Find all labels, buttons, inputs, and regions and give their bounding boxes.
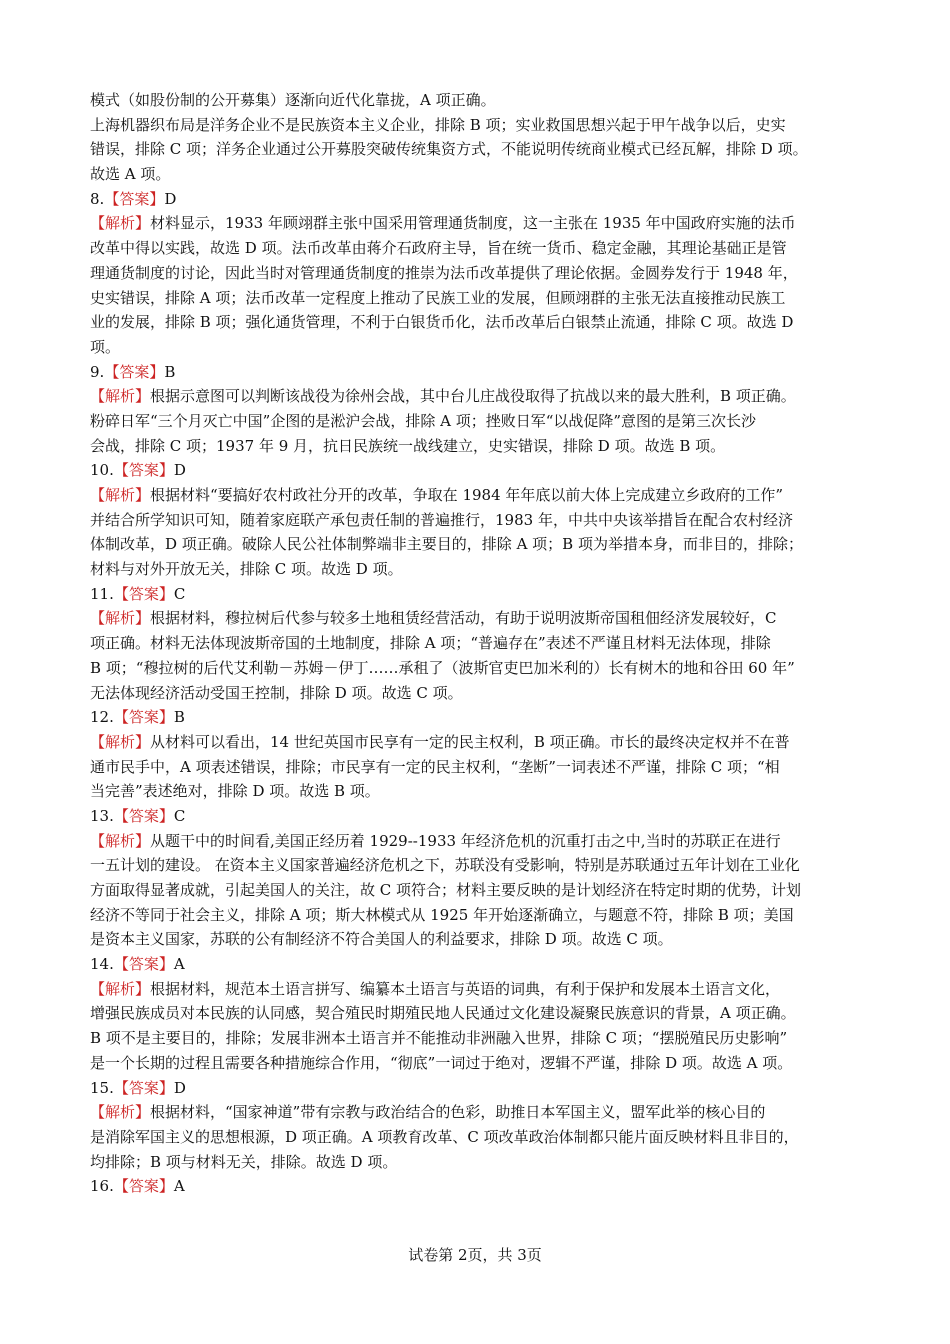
question-item: [90, 458, 865, 581]
answer-line: [90, 582, 865, 607]
question-list: [90, 187, 865, 1199]
analysis-line: [90, 1150, 865, 1175]
question-number: 14.: [90, 955, 114, 974]
answer-line: [90, 804, 865, 829]
analysis-label: 【解析】: [90, 214, 151, 233]
analysis-line: [90, 853, 865, 878]
answer-value: B: [173, 708, 185, 727]
analysis-label: 【解析】: [90, 609, 151, 628]
question-item: [90, 952, 865, 1075]
analysis-line: [90, 829, 865, 854]
analysis-text: 根据示意图可以判断该战役为徐州会战，其中台儿庄战役取得了抗战以来的最大胜利，B 项正确。: [150, 387, 796, 406]
analysis-label: 【解析】: [90, 486, 151, 504]
analysis-label: 【解析】: [90, 387, 151, 406]
analysis-text: 增强民族成员对本民族的认同感，契合殖民时期殖民地人民通过文化建设凝聚民族意识的背景，A 项正确。: [90, 1004, 796, 1023]
analysis-label: 【解析】: [90, 1103, 151, 1122]
analysis-line: [90, 236, 865, 261]
analysis-text: 根据材料，规范本土语言拼写、编纂本土语言与英语的词典，有利于保护和发展本土语言文化，: [150, 979, 781, 998]
answer-value: C: [173, 806, 186, 825]
analysis-line: [90, 1051, 865, 1076]
question-number: 13.: [90, 806, 114, 825]
analysis-line: [90, 1100, 865, 1125]
analysis-text: 从题干中的时间看,美国正经历着 1929--1933 年经济危机的沉重打击之中,当时的苏联正在进行: [150, 831, 781, 850]
analysis-line: [90, 779, 865, 804]
analysis-label: 【解析】: [90, 979, 151, 998]
analysis-line: [90, 631, 865, 656]
question-number: 8.: [90, 189, 105, 208]
answer-line: [90, 1174, 865, 1199]
analysis-text: B 项；“穆拉树的后代艾利勒－苏姆－伊丁……承租了（波斯官吏巴加米利的）长有树木的地和谷田 60 年”: [90, 658, 795, 677]
analysis-line: [90, 286, 865, 311]
analysis-text: 并结合所学知识可知，随着家庭联产承包责任制的普遍推行，1983 年，中共中央该举措旨在配合农村经济: [90, 510, 793, 529]
answer-label: 【答案】: [113, 806, 174, 825]
question-number: 10.: [90, 461, 114, 480]
analysis-label: 【解析】: [90, 831, 151, 850]
analysis-line: [90, 1001, 865, 1026]
analysis-text: 当完善”表述绝对，排除 D 项。故选 B 项。: [90, 782, 380, 801]
analysis-text: 粉碎日军“三个月灭亡中国”企图的是淞沪会战，排除 A 项；挫败日军“以战促降”意图的是第三次长沙: [90, 411, 757, 430]
analysis-text: 根据材料“要搞好农村政社分开的改革，争取在 1984 年年底以前大体上完成建立乡政府的工作”: [150, 486, 784, 504]
answer-label: 【答案】: [113, 1078, 174, 1097]
answer-label: 【答案】: [104, 362, 165, 381]
analysis-line: [90, 310, 865, 335]
answer-line: [90, 458, 865, 483]
text-line: 上海机器织布局是洋务企业不是民族资本主义企业，排除 B 项；实业救国思想兴起于甲午战争以后，史实: [90, 115, 786, 134]
analysis-line: [90, 409, 865, 434]
analysis-line: [90, 730, 865, 755]
analysis-text: 方面取得显著成就，引起美国人的关注，故 C 项符合；材料主要反映的是计划经济在特定时期的优势，计划: [90, 881, 802, 899]
question-item: [90, 360, 865, 459]
analysis-text: 理通货制度的讨论，因此当时对管理通货制度的推崇为法币改革提供了理论依据。金圆券发行于 1948 年，: [90, 263, 798, 282]
analysis-line: [90, 557, 865, 582]
answer-value: B: [164, 362, 176, 381]
question-number: 11.: [90, 584, 114, 603]
analysis-line: [90, 261, 865, 286]
analysis-text: 项。: [90, 337, 121, 356]
analysis-text: 材料与对外开放无关，排除 C 项。故选 D 项。: [90, 560, 403, 579]
analysis-line: [90, 656, 865, 681]
analysis-text: 改革中得以实践，故选 D 项。法币改革由蒋介石政府主导，旨在统一货币、稳定金融，其理论基础正是管: [90, 239, 787, 258]
question-item: [90, 1174, 865, 1199]
answer-value: A: [173, 1177, 185, 1196]
document-body: [90, 88, 865, 1199]
analysis-text: 材料显示，1933 年顾翊群主张中国采用管理通货制度，这一主张在 1935 年中国政府实施的法币: [150, 214, 796, 233]
analysis-line: [90, 606, 865, 631]
answer-label: 【答案】: [113, 461, 174, 480]
question-number: 15.: [90, 1078, 114, 1097]
answer-label: 【答案】: [113, 584, 174, 603]
question-item: [90, 705, 865, 804]
analysis-text: 会战，排除 C 项；1937 年 9 月，抗日民族统一战线建立，史实错误，排除 D 项。故选 B 项。: [90, 436, 726, 455]
text-line: 错误，排除 C 项；洋务企业通过公开募股突破传统集资方式，不能说明传统商业模式已经瓦解，排除 D 项。: [90, 140, 808, 159]
answer-label: 【答案】: [113, 1177, 174, 1196]
analysis-line: [90, 755, 865, 780]
analysis-text: 史实错误，排除 A 项；法币改革一定程度上推动了民族工业的发展，但顾翊群的主张无法直接推动民族工: [90, 288, 786, 307]
analysis-line: [90, 927, 865, 952]
answer-line: [90, 187, 865, 212]
analysis-line: [90, 878, 865, 903]
question-item: [90, 804, 865, 952]
answer-line: [90, 1076, 865, 1101]
analysis-text: 无法体现经济活动受国王控制，排除 D 项。故选 C 项。: [90, 683, 463, 702]
answer-value: D: [173, 461, 186, 480]
analysis-text: 是资本主义国家，苏联的公有制经济不符合美国人的利益要求，排除 D 项。故选 C 项。: [90, 930, 673, 949]
analysis-text: B 项不是主要目的，排除；发展非洲本土语言并不能推动非洲融入世界，排除 C 项；“摆脱殖民历史影响”: [90, 1029, 788, 1048]
text-line: 故选 A 项。: [90, 165, 171, 184]
analysis-line: [90, 903, 865, 928]
analysis-text: 根据材料，穆拉树后代参与较多土地租赁经营活动，有助于说明波斯帝国租佃经济发展较好，C: [150, 609, 777, 628]
analysis-line: [90, 532, 865, 557]
answer-value: C: [173, 584, 186, 603]
analysis-line: [90, 1125, 865, 1150]
question-number: 12.: [90, 708, 114, 727]
analysis-text: 均排除；B 项与材料无关，排除。故选 D 项。: [90, 1152, 398, 1171]
analysis-line: [90, 211, 865, 236]
answer-line: [90, 705, 865, 730]
answer-label: 【答案】: [113, 708, 174, 727]
analysis-text: 根据材料，“国家神道”带有宗教与政治结合的色彩，助推日本军国主义，盟军此举的核心目的: [150, 1103, 766, 1122]
analysis-text: 是消除军国主义的思想根源，D 项正确。A 项教育改革、C 项改革政治体制都只能片面反映材料且非目的，: [90, 1127, 799, 1146]
question-number: 16.: [90, 1177, 114, 1196]
analysis-text: 项正确。材料无法体现波斯帝国的土地制度，排除 A 项；“普遍存在”表述不严谨且材料无法体现，排除: [90, 634, 771, 653]
text-line: 模式（如股份制的公开募集）逐渐向近代化靠拢，A 项正确。: [90, 91, 496, 109]
analysis-line: [90, 434, 865, 459]
analysis-text: 经济不等同于社会主义，排除 A 项；斯大林模式从 1925 年开始逐渐确立，与题意不符，排除 B 项；美国: [90, 905, 794, 924]
answer-label: 【答案】: [113, 955, 174, 974]
analysis-line: [90, 681, 865, 706]
answer-value: D: [173, 1078, 186, 1097]
question-item: [90, 187, 865, 360]
analysis-text: 业的发展，排除 B 项；强化通货管理，不利于白银货币化，法币改革后白银禁止流通，排除 C 项。故选 D: [90, 313, 794, 332]
answer-label: 【答案】: [104, 189, 165, 208]
analysis-line: [90, 384, 865, 409]
analysis-label: 【解析】: [90, 732, 151, 751]
intro-paragraph: [90, 88, 865, 187]
page-footer: 试卷第 2页，共 3页: [408, 1246, 542, 1264]
analysis-line: [90, 483, 865, 508]
answer-value: A: [173, 955, 185, 974]
question-item: [90, 1076, 865, 1175]
analysis-text: 一五计划的建设。 在资本主义国家普遍经济危机之下，苏联没有受影响，特别是苏联通过五年计划在工业化: [90, 856, 800, 875]
question-item: [90, 582, 865, 705]
analysis-text: 是一个长期的过程且需要各种措施综合作用，“彻底”一词过于绝对，逻辑不严谨，排除 D 项。故选 A 项。: [90, 1053, 793, 1072]
answer-line: [90, 952, 865, 977]
answer-line: [90, 360, 865, 385]
question-number: 9.: [90, 362, 105, 381]
analysis-line: [90, 508, 865, 533]
analysis-text: 从材料可以看出，14 世纪英国市民享有一定的民主权利，B 项正确。市长的最终决定权并不在普: [150, 732, 790, 751]
analysis-line: [90, 1026, 865, 1051]
answer-value: D: [164, 189, 177, 208]
analysis-line: [90, 977, 865, 1002]
analysis-line: [90, 335, 865, 360]
analysis-text: 通市民手中，A 项表述错误，排除；市民享有一定的民主权利，“垄断”一词表述不严谨，排除 C 项；“相: [90, 757, 780, 776]
analysis-text: 体制改革，D 项正确。破除人民公社体制弊端非主要目的，排除 A 项；B 项为举措本身，而非目的，排除；: [90, 535, 803, 554]
